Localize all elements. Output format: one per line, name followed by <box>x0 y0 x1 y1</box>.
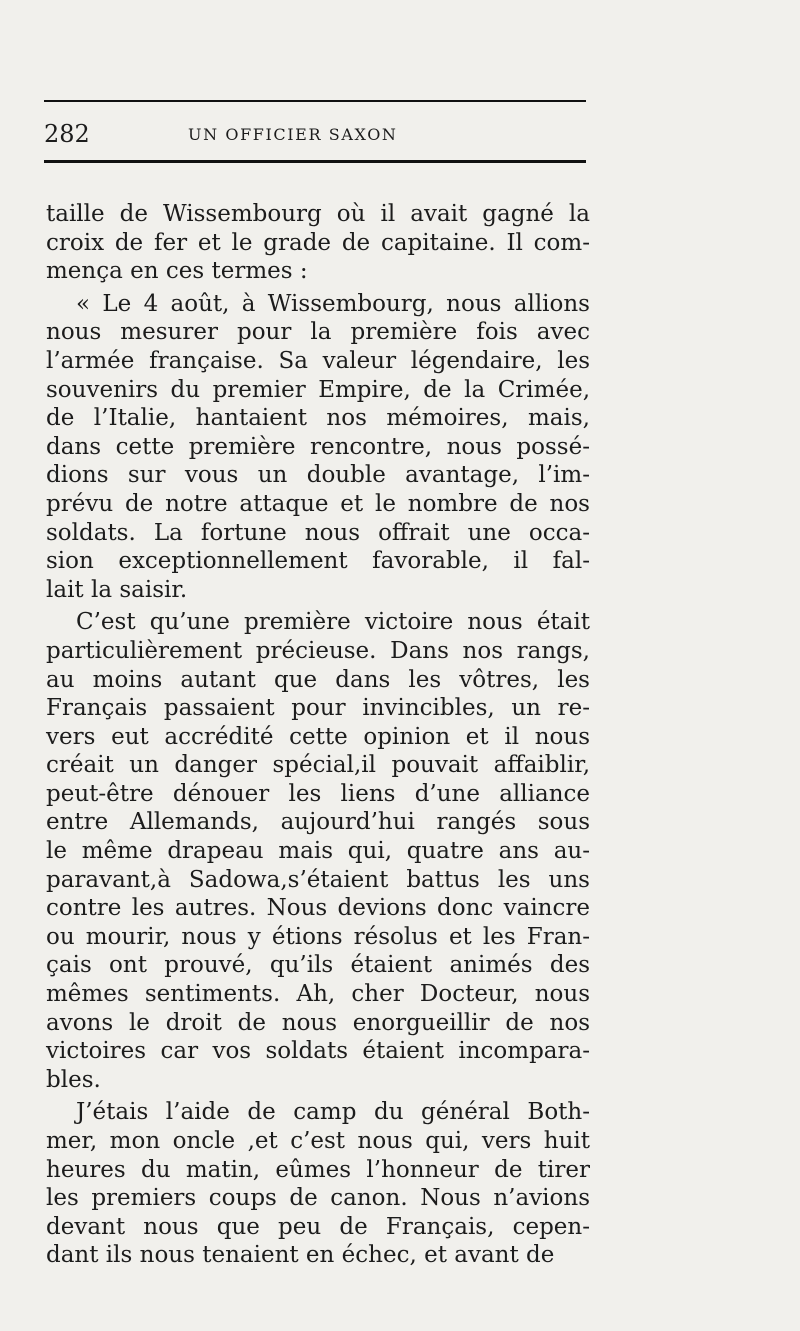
text-line: vers eut accrédité cette opinion et il nous <box>46 723 590 750</box>
text-line: ou mourir, nous y étions résolus et les Fran- <box>46 923 590 950</box>
text-line: Français passaient pour invincibles, un re- <box>46 695 590 722</box>
paragraph <box>46 200 590 286</box>
text-line: mença en ces termes : <box>46 258 308 285</box>
body-text <box>46 200 590 1270</box>
text-line: particulièrement précieuse. Dans nos rangs, <box>46 637 590 664</box>
text-line: devant nous que peu de Français, cepen- <box>46 1213 590 1240</box>
text-line: bles. <box>46 1066 101 1093</box>
text-line: dans cette première rencontre, nous possé- <box>46 433 590 460</box>
text-line: souvenirs du premier Empire, de la Crimée, <box>46 376 590 403</box>
text-line: au moins autant que dans les vôtres, les <box>46 666 590 693</box>
running-title: UN OFFICIER SAXON <box>188 125 398 144</box>
text-line: dant ils nous tenaient en échec, et avant de <box>46 1242 555 1269</box>
text-line: J’étais l’aide de camp du général Both- <box>76 1099 590 1126</box>
header-rule-top <box>44 100 586 102</box>
text-line: « Le 4 août, à Wissembourg, nous allions <box>76 290 590 317</box>
text-line: dions sur vous un double avantage, l’im- <box>46 462 590 489</box>
text-line: C’est qu’une première victoire nous était <box>76 609 590 636</box>
text-line: victoires car vos soldats étaient incompara- <box>46 1038 590 1065</box>
text-line: mêmes sentiments. Ah, cher Docteur, nous <box>46 981 590 1008</box>
text-line: peut-être dénouer les liens d’une alliance <box>46 780 590 807</box>
text-line: taille de Wissembourg où il avait gagné la <box>46 201 590 227</box>
page-number: 282 <box>44 120 90 148</box>
text-line: entre Allemands, aujourd’hui rangés sous <box>46 809 590 836</box>
text-line: paravant,à Sadowa,s’étaient battus les uns <box>46 866 590 893</box>
paragraph <box>46 1098 590 1270</box>
header-rule-bottom <box>44 160 586 163</box>
text-line: avons le droit de nous enorgueillir de nos <box>46 1009 590 1036</box>
text-line: nous mesurer pour la première fois avec <box>46 319 590 346</box>
text-line: sion exceptionnellement favorable, il fal- <box>46 548 590 575</box>
paragraph <box>46 608 590 1094</box>
text-line: l’armée française. Sa valeur légendaire, les <box>46 347 590 374</box>
text-line: le même drapeau mais qui, quatre ans au- <box>46 838 590 865</box>
paragraph <box>46 290 590 605</box>
running-header <box>44 118 586 150</box>
text-line: mer, mon oncle ,et c’est nous qui, vers huit <box>46 1128 590 1154</box>
text-line: contre les autres. Nous devions donc vaincre <box>46 895 590 922</box>
text-line: de l’Italie, hantaient nos mémoires, mais, <box>46 405 590 432</box>
text-line: heures du matin, eûmes l’honneur de tirer <box>46 1156 590 1183</box>
text-line: çais ont prouvé, qu’ils étaient animés des <box>46 952 590 979</box>
text-line: lait la saisir. <box>46 576 188 603</box>
text-line: les premiers coups de canon. Nous n’avions <box>46 1185 590 1212</box>
text-line: soldats. La fortune nous offrait une occa- <box>46 519 590 546</box>
text-line: prévu de notre attaque et le nombre de nos <box>46 490 590 517</box>
text-line: créait un danger spécial,il pouvait affaiblir, <box>46 752 590 779</box>
text-line: croix de fer et le grade de capitaine. Il com- <box>46 229 590 256</box>
